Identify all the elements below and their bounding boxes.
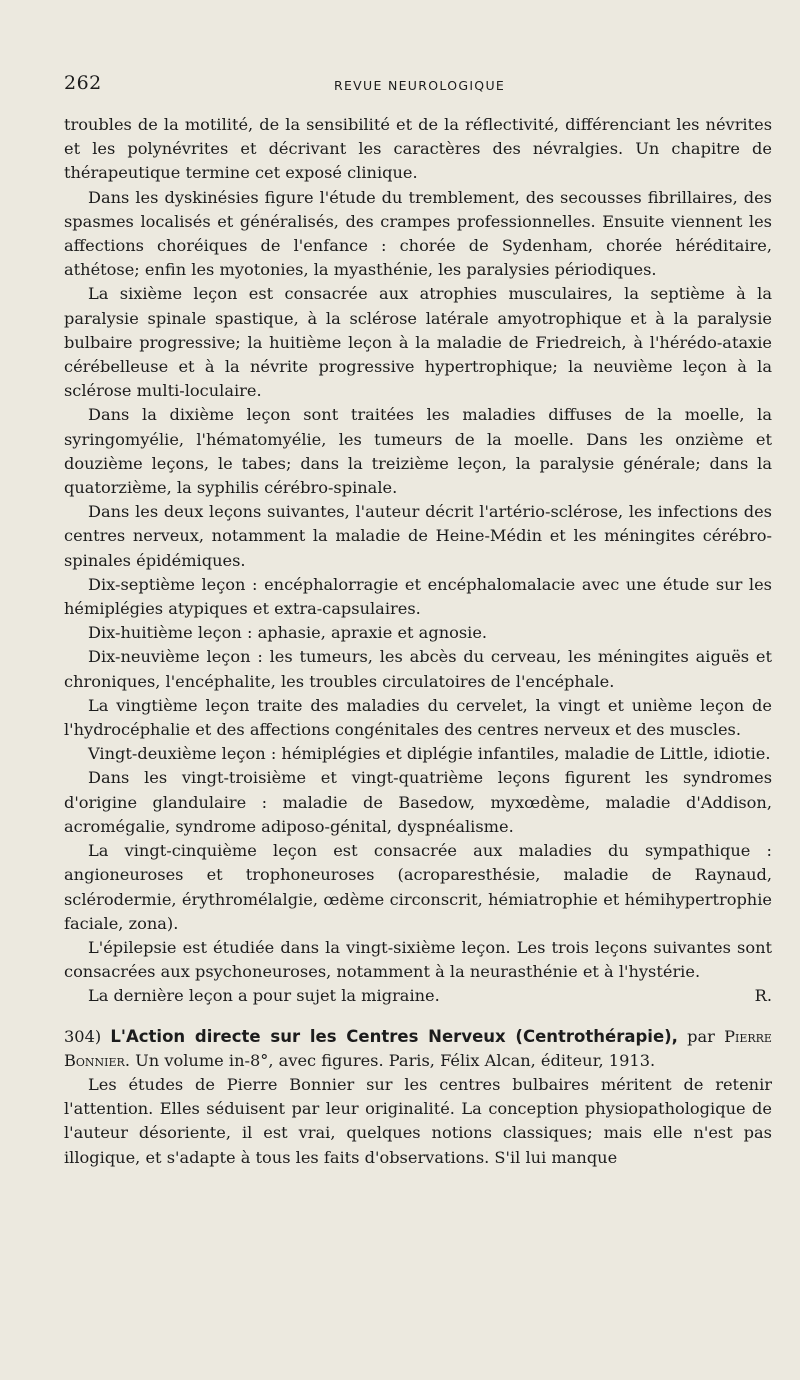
paragraph: La vingt-cinquième leçon est consacrée aux maladies du sympathique : angioneuroses et trophoneuroses (acroparesthésie, maladie de Raynaud, sclérodermie, érythromélalgie, œdème circonscrit, hémiatrophie et hémihypertrophie faciale, zona). bbox=[64, 841, 772, 933]
entry-by: par bbox=[687, 1026, 715, 1046]
reviewer-signature: R. bbox=[754, 986, 772, 1006]
bibliographic-entry bbox=[64, 1025, 772, 1073]
page-header bbox=[64, 72, 772, 100]
paragraph: troubles de la motilité, de la sensibilité et de la réflectivité, différenciant les névrites et les polynévrites et décrivant les caractères des névralgies. Un chapitre de thérapeutique termine cet exposé clinique. bbox=[64, 115, 772, 183]
paragraph: Dans les deux leçons suivantes, l'auteur décrit l'artério-sclérose, les infections des centres nerveux, notamment la maladie de Heine-Médin et les méningites cérébro-spinales épidémiques. bbox=[64, 502, 772, 570]
paragraph: L'épilepsie est étudiée dans la vingt-sixième leçon. Les trois leçons suivantes sont consacrées aux psychoneuroses, notamment à la neurasthénie et à l'hystérie. bbox=[64, 937, 772, 982]
running-title: REVUE NEUROLOGIQUE bbox=[334, 78, 506, 93]
paragraph: La sixième leçon est consacrée aux atrophies musculaires, la septième à la paralysie spinale spastique, à la sclérose latérale amyotrophique et à la paralysie bulbaire progressive; la huitième leçon à la maladie de Friedreich, à l'hérédo-ataxie cérébelleuse et à la névrite progressive hypertrophique; la neuvième leçon à la sclérose multi-loculaire. bbox=[64, 284, 772, 401]
paragraph: Vingt-deuxième leçon : hémiplégies et diplégie infantiles, maladie de Little, idiotie. bbox=[88, 744, 771, 764]
paragraph: La vingtième leçon traite des maladies du cervelet, la vingt et unième leçon de l'hydrocéphalie et des affections congénitales des centres nerveux et des muscles. bbox=[64, 695, 772, 740]
paragraph: Dix-neuvième leçon : les tumeurs, les abcès du cerveau, les méningites aiguës et chroniques, l'encéphalite, les troubles circulatoires de l'encéphale. bbox=[64, 647, 772, 691]
page-number: 262 bbox=[64, 72, 102, 94]
paragraph: Dans la dixième leçon sont traitées les maladies diffuses de la moelle, la syringomyélie, l'hématomyélie, les tumeurs de la moelle. Dans les onzième et douzième leçons, le tabes; dans la treizième leçon, la paralysie générale; dans la quatorzième, la syphilis cérébro-spinale. bbox=[64, 405, 772, 498]
last-paragraph-text: La dernière leçon a pour sujet la migraine. bbox=[88, 986, 440, 1006]
paragraph: Dix-huitième leçon : aphasie, apraxie et agnosie. bbox=[88, 623, 488, 643]
last-paragraph bbox=[64, 984, 772, 1008]
entry-author: Pierre Bonnier. bbox=[64, 1026, 772, 1070]
entry-title: L'Action directe sur les Centres Nerveux (Centrothérapie), bbox=[110, 1026, 678, 1046]
entry-number: 304) bbox=[64, 1026, 102, 1046]
review-paragraph: Les études de Pierre Bonnier sur les centres bulbaires méritent de retenir l'attention. Elles séduisent par leur originalité. La conception physiopathologique de l'auteur désoriente, il est vrai, quelques notions classiques; mais elle n'est pas illogique, et s'adapte à tous les faits d'observations. S'il lui manque bbox=[64, 1074, 772, 1167]
paragraph: Dix-septième leçon : encéphalorragie et encéphalomalacie avec une étude sur les hémiplégies atypiques et extra-capsulaires. bbox=[64, 574, 772, 619]
body-text bbox=[64, 113, 772, 1170]
paragraph: Dans les vingt-troisième et vingt-quatrième leçons figurent les syndromes d'origine glandulaire : maladie de Basedow, myxœdème, maladie d'Addison, acromégalie, syndrome adiposo-génital, dyspnéalisme. bbox=[64, 768, 772, 836]
entry-details: Un volume in-8°, avec figures. Paris, Félix Alcan, éditeur, 1913. bbox=[135, 1050, 656, 1070]
paragraph: Dans les dyskinésies figure l'étude du tremblement, des secousses fibrillaires, des spasmes localisés et généralisés, des crampes professionnelles. Ensuite viennent les affections choréiques de l'enfance : chorée de Sydenham, chorée héréditaire, athétose; enfin les myotonies, la myasthénie, les paralysies périodiques. bbox=[64, 187, 772, 280]
